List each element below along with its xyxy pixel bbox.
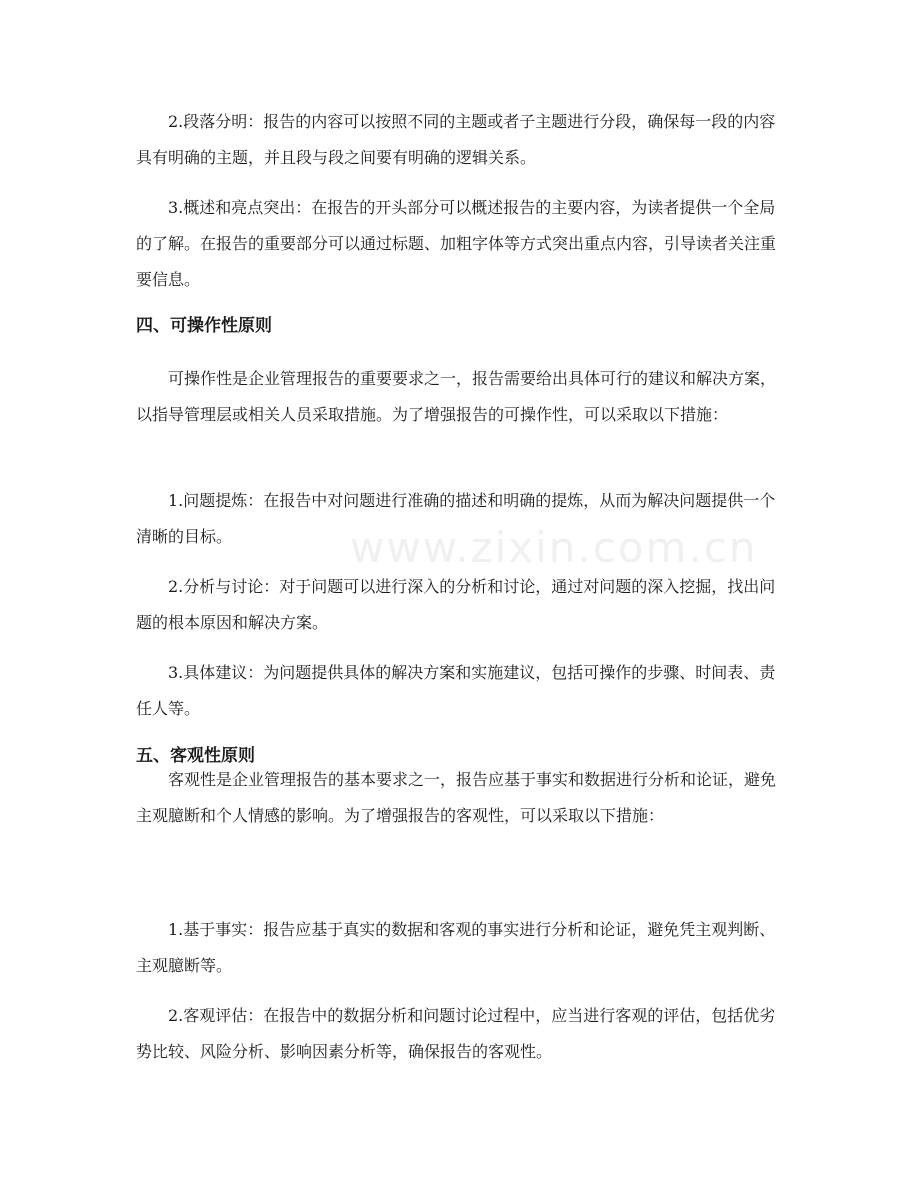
watermark: www.zixin.com.cn bbox=[350, 523, 758, 572]
section5-intro: 客观性是企业管理报告的基本要求之一，报告应基于事实和数据进行分析和论证，避免主观臆断和个人情感的影响。为了增强报告的客观性，可以采取以下措施： bbox=[136, 770, 777, 825]
section4-item-1: 1.问题提炼：在报告中对问题进行准确的描述和明确的提炼，从而为解决问题提供一个清晰的目标。 bbox=[136, 491, 776, 546]
paragraph-item-2-segmentation: 2.段落分明：报告的内容可以按照不同的主题或者子主题进行分段，确保每一段的内容具有明确的主题，并且段与段之间要有明确的逻辑关系。 bbox=[136, 112, 776, 167]
section5-heading: 五、客观性原则 bbox=[136, 746, 255, 766]
paragraph-item-3-overview-highlight: 3.概述和亮点突出：在报告的开头部分可以概述报告的主要内容，为读者提供一个全局的了解。在报告的重要部分可以通过标题、加粗字体等方式突出重点内容，引导读者关注重要信息。 bbox=[136, 198, 777, 289]
section4-item-3: 3.具体建议：为问题提供具体的解决方案和实施建议，包括可操作的步骤、时间表、责任人等。 bbox=[136, 663, 776, 718]
section5-item-2: 2.客观评估：在报告中的数据分析和问题讨论过程中，应当进行客观的评估，包括优劣势比较、风险分析、影响因素分析等，确保报告的客观性。 bbox=[136, 1006, 776, 1061]
section4-intro: 可操作性是企业管理报告的重要要求之一，报告需要给出具体可行的建议和解决方案，以指导管理层或相关人员采取措施。为了增强报告的可操作性，可以采取以下措施： bbox=[136, 369, 777, 424]
section5-item-1: 1.基于事实：报告应基于真实的数据和客观的事实进行分析和论证，避免凭主观判断、主观臆断等。 bbox=[136, 920, 776, 975]
section4-heading: 四、可操作性原则 bbox=[136, 316, 272, 336]
section4-item-2: 2.分析与讨论：对于问题可以进行深入的分析和讨论，通过对问题的深入挖掘，找出问题的根本原因和解决方案。 bbox=[136, 577, 776, 632]
